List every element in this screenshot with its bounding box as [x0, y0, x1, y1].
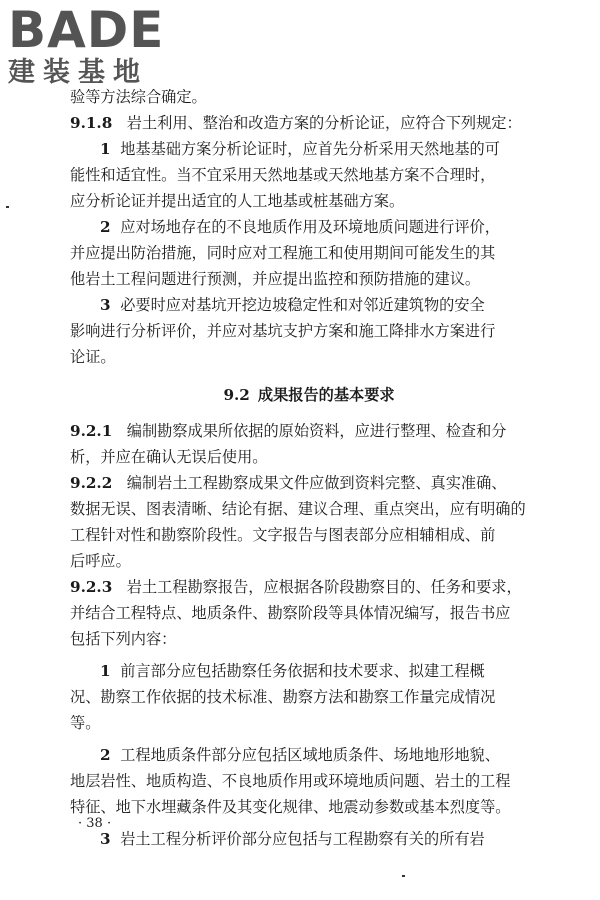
clause-number: 9.1.8 [70, 114, 113, 132]
bade-logo [8, 1, 165, 88]
text-line: 地基基础方案分析论证时，应首先分析采用天然地基的可 [120, 140, 500, 158]
item-number: 3 [100, 830, 111, 848]
item-3 [70, 292, 548, 318]
clause-9-2-1 [70, 418, 548, 444]
clause-number: 9.2.2 [70, 474, 113, 492]
item-2 [70, 214, 548, 240]
text-line: 工程针对性和勘察阶段性。文字报告与图表部分应相辅相成、前 [70, 526, 496, 544]
text-line: 必要时应对基坑开挖边坡稳定性和对邻近建筑物的安全 [120, 296, 485, 314]
item-number: 3 [100, 296, 111, 314]
text-line: 影响进行分析评价，并应对基坑支护方案和施工降排水方案进行 [70, 322, 496, 340]
text-line: 论证。 [70, 348, 116, 366]
text-line: 析，并应在确认无误后使用。 [70, 448, 268, 466]
scan-speck [6, 206, 9, 208]
item-1 [70, 136, 548, 162]
clause-9-2-2 [70, 470, 548, 496]
section-title: 成果报告的基本要求 [257, 386, 395, 404]
item-3 [70, 826, 548, 852]
text-line: 编制岩土工程勘察成果文件应做到资料完整、真实准确、 [126, 474, 507, 492]
item-1 [70, 658, 548, 684]
clause-number: 9.2.1 [70, 422, 113, 440]
text-line: 特征、地下水埋藏条件及其变化规律、地震动参数或基本烈度等。 [70, 798, 511, 816]
text-line: 后呼应。 [70, 552, 131, 570]
clause-9-1-8 [70, 110, 548, 136]
clause-9-2-3 [70, 574, 548, 600]
section-heading [70, 382, 548, 408]
text-line: 工程地质条件部分应包括区域地质条件、场地地形地貌、 [120, 746, 500, 764]
clause-number: 9.2.3 [70, 578, 113, 596]
item-number: 1 [100, 662, 111, 680]
text-line: 岩土工程分析评价部分应包括与工程勘察有关的所有岩 [120, 830, 485, 848]
item-number: 2 [100, 218, 111, 236]
text-line: 等。 [70, 714, 101, 732]
item-number: 2 [100, 746, 111, 764]
text-line: 前言部分应包括勘察任务依据和技术要求、拟建工程概 [120, 662, 485, 680]
section-number: 9.2 [223, 386, 250, 404]
page-number: · 38 · [78, 816, 112, 831]
scan-speck [402, 875, 405, 877]
text-line: 验等方法综合确定。 [70, 88, 207, 106]
text-line: 应分析论证并提出适宜的人工地基或桩基础方案。 [70, 192, 405, 210]
text-line: 并结合工程特点、地质条件、勘察阶段等具体情况编写，报告书应 [70, 604, 511, 622]
text-line: 岩土利用、整治和改造方案的分析论证，应符合下列规定： [126, 114, 522, 132]
item-2 [70, 742, 548, 768]
text-line: 况、勘察工作依据的技术标准、勘察方法和勘察工作量完成情况 [70, 688, 496, 706]
logo-subtitle: 建装基地 [8, 57, 148, 88]
text-line: 能性和适宜性。当不宜采用天然地基或天然地基方案不合理时， [70, 166, 496, 184]
text-line: 岩土工程勘察报告，应根据各阶段勘察目的、任务和要求， [126, 578, 522, 596]
text-line: 地层岩性、地质构造、不良地质作用或环境地质问题、岩土的工程 [70, 772, 511, 790]
text-line: 应对场地存在的不良地质作用及环境地质问题进行评价， [120, 218, 500, 236]
text-line: 并应提出防治措施，同时应对工程施工和使用期间可能发生的其 [70, 244, 496, 262]
text-line: 编制勘察成果所依据的原始资料，应进行整理、检查和分 [126, 422, 507, 440]
text-line: 他岩土工程问题进行预测，并应提出监控和预防措施的建议。 [70, 270, 481, 288]
text-line: 数据无误、图表清晰、结论有据、建议合理、重点突出，应有明确的 [70, 500, 526, 518]
item-number: 1 [100, 140, 111, 158]
logo-wordmark: BADE [8, 1, 165, 59]
text-line: 包括下列内容： [70, 630, 177, 648]
document-body [70, 84, 548, 852]
